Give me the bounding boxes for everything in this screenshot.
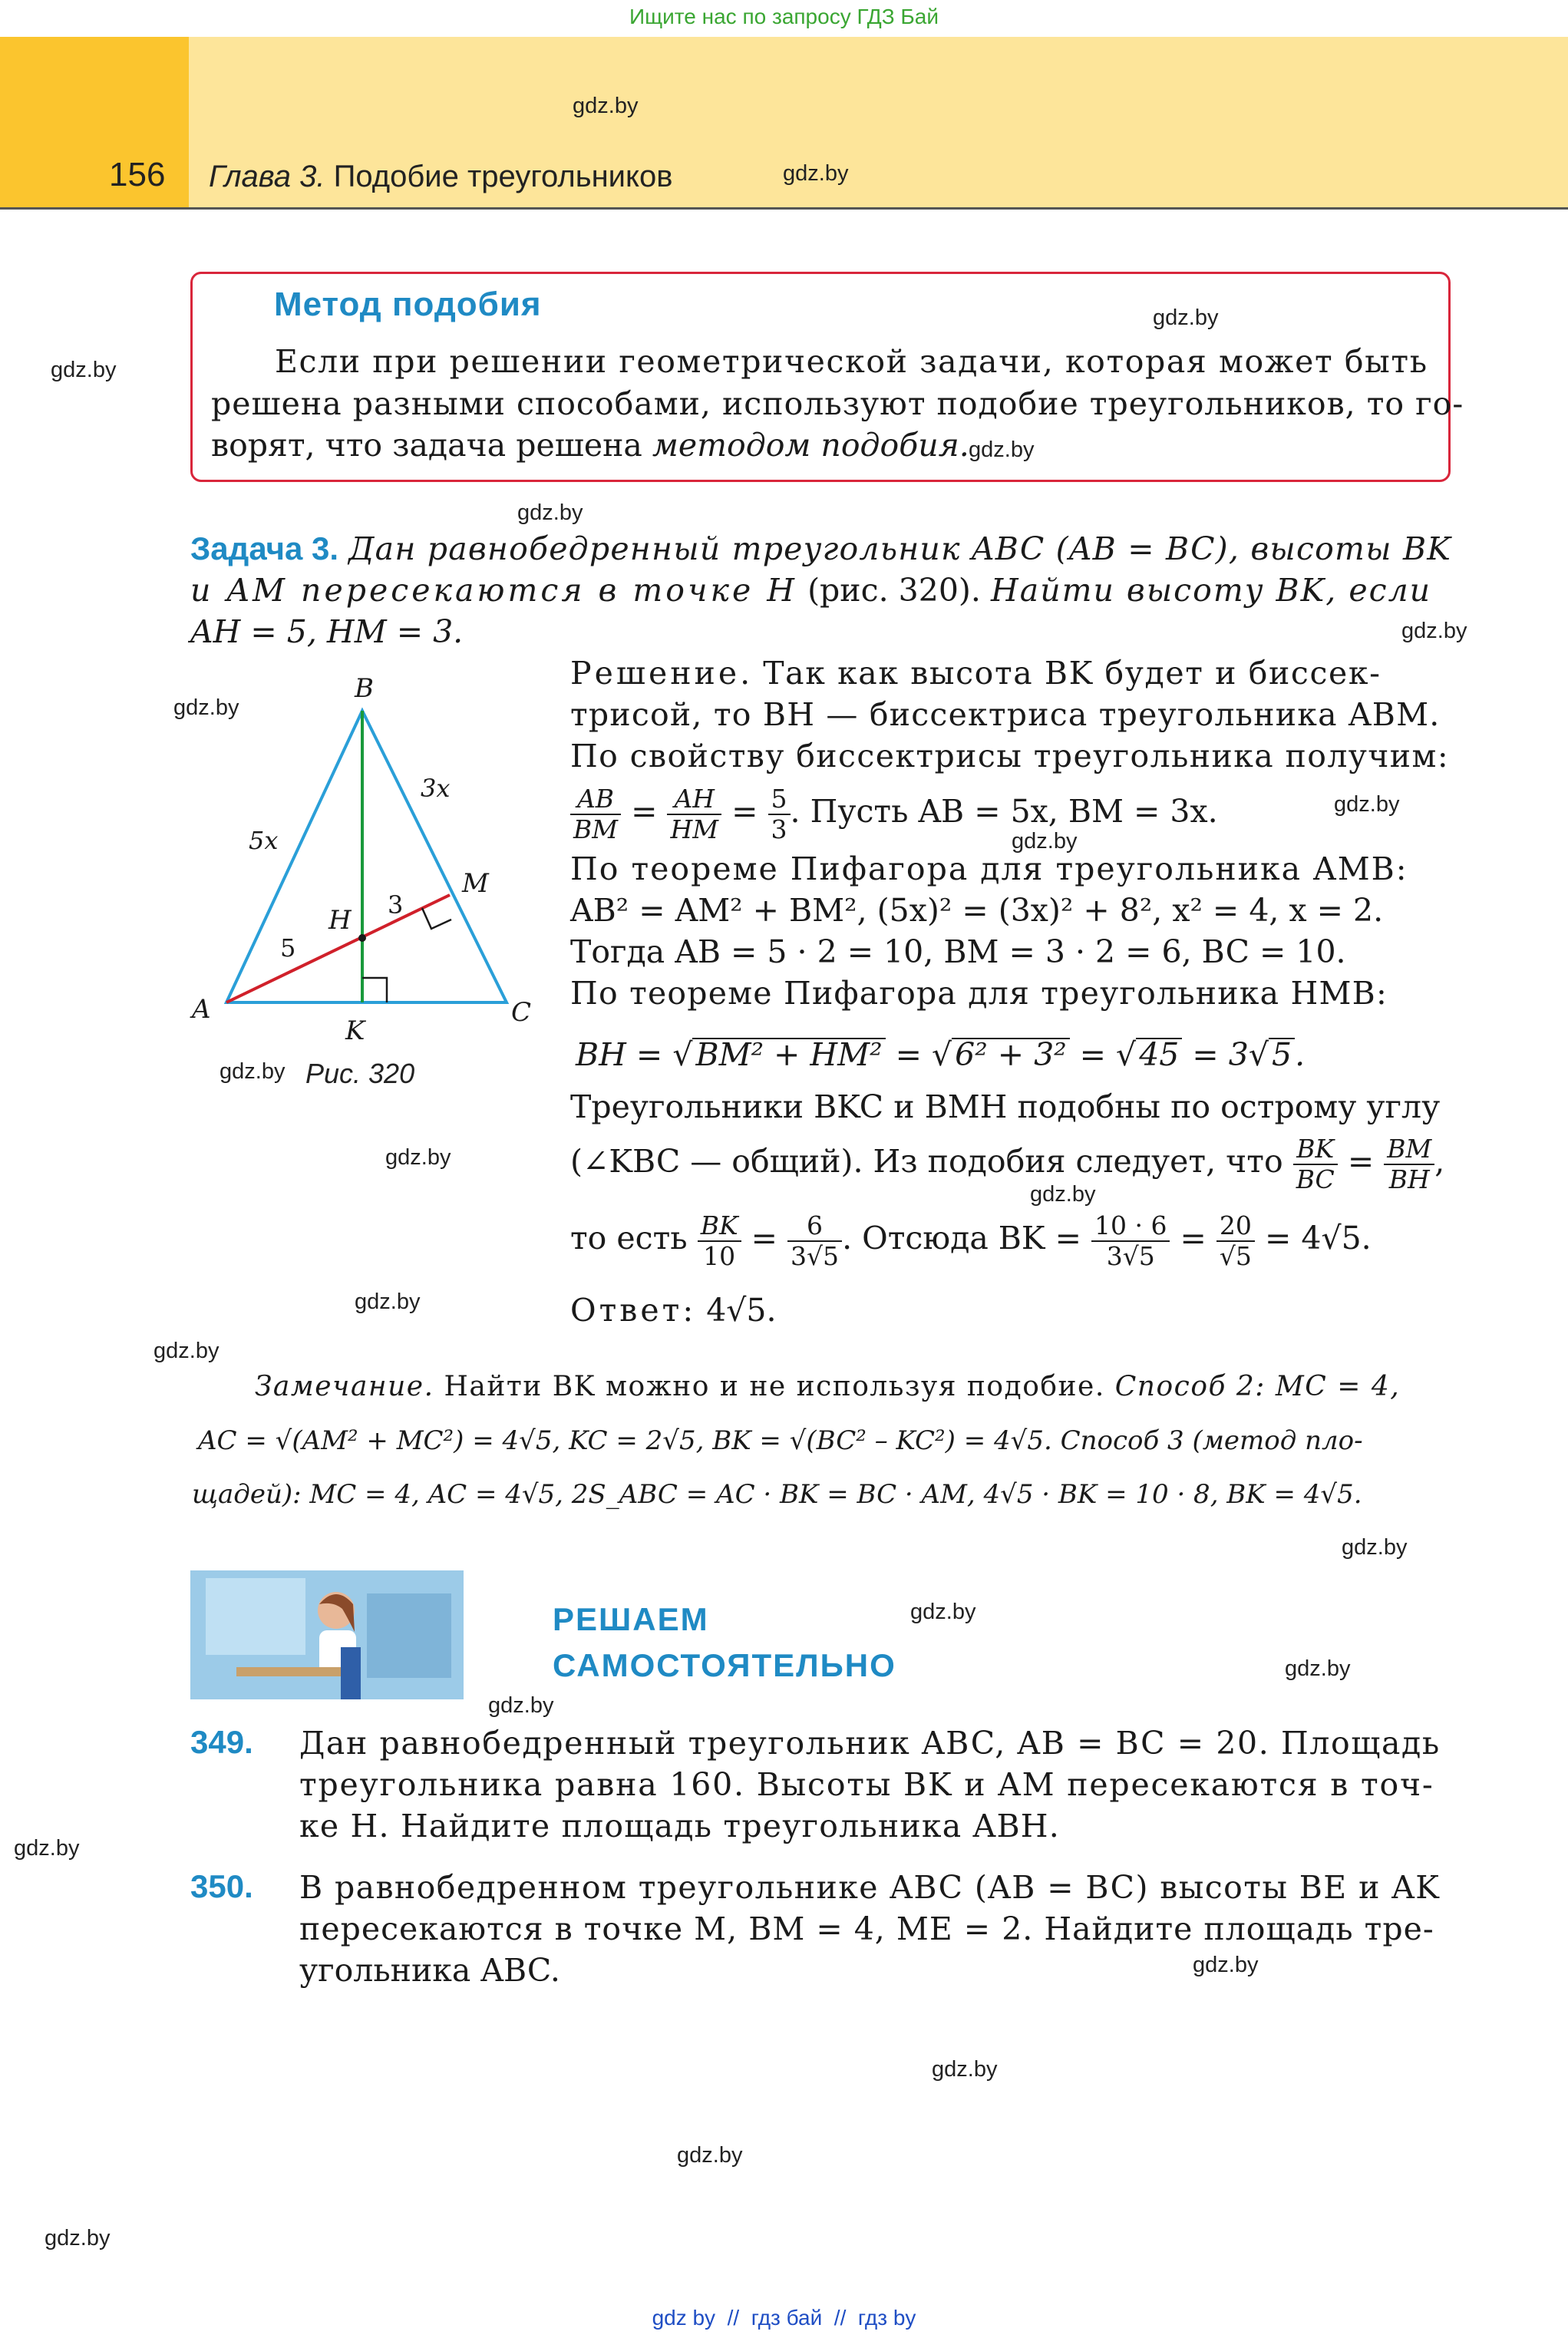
fraction-ah-hm: $\frac{AH}{HM}$ [667, 784, 721, 844]
solution-line-2: трисой, то BH — биссектриса треугольника ABM. [570, 696, 1441, 733]
solution-line-1 [570, 652, 1381, 694]
chapter-title: Подобие треугольников [333, 160, 673, 193]
point-h [358, 934, 366, 942]
answer-line [570, 1290, 777, 1331]
solution-line-6: AB² = AM² + BM², (5x)² = (3x)² + 8², x² = 4, x = 2. [570, 892, 1384, 929]
label-ab: 5x [249, 826, 279, 855]
task-text-2a: и AM пересекаются в точке H [190, 572, 798, 609]
watermark: gdz.by [1193, 1953, 1259, 1977]
remark-label: Замечание. [255, 1371, 434, 1402]
watermark: gdz.by [969, 438, 1035, 462]
task-label: Задача 3. [190, 530, 339, 566]
sqrt-5: 5 [1269, 1038, 1295, 1070]
watermark: gdz.by [220, 1059, 286, 1084]
watermark: gdz.by [355, 1290, 421, 1314]
watermark: gdz.by [783, 161, 849, 186]
figure-caption: Рис. 320 [305, 1058, 415, 1089]
right-angle-k [362, 978, 387, 1002]
chapter-heading [209, 160, 672, 194]
watermark: gdz.by [385, 1145, 451, 1170]
exercise-350-line-2: пересекаются в точке M, BM = 4, ME = 2. Найдите площадь тре- [299, 1910, 1434, 1947]
remark-line-2 [198, 1420, 1363, 1461]
answer-label: Ответ: [570, 1292, 697, 1329]
page-number: 156 [109, 156, 166, 193]
watermark: gdz.by [1012, 829, 1078, 854]
chapter-label: Глава 3. [209, 160, 325, 193]
solution-line-5: По теореме Пифагора для треугольника AMB: [570, 850, 1408, 887]
method-line-3 [211, 424, 969, 466]
header-divider [0, 207, 1568, 210]
exercise-350-line-3: угольника ABC. [299, 1952, 560, 1989]
method-line-1: Если при решении геометрической задачи, которая может быть [275, 343, 1428, 380]
remark-text-1: Найти BK можно и не используя подобие. [444, 1371, 1105, 1402]
method-line-3-text: ворят, что задача решена [211, 427, 642, 464]
label-c: C [511, 997, 532, 1028]
label-ah: 5 [280, 933, 296, 963]
solution-text-12a: то есть [570, 1220, 688, 1257]
triangle-abc [226, 711, 507, 1002]
exercise-349-line-1: Дан равнобедренный треугольник ABC, AB = BC = 20. Площадь [299, 1725, 1441, 1762]
fraction-5-3: $\frac{5}{3}$ [768, 784, 791, 844]
remark-way-3: Способ 3 (метод пло- [1060, 1425, 1363, 1456]
watermark: gdz.by [488, 1693, 554, 1718]
solution-line-8: По теореме Пифагора для треугольника HMB: [570, 975, 1388, 1012]
solution-line-4: $\frac{AB}{BM}$ = $\frac{AH}{HM}$ = $\frac{5}{3}$ . Пусть AB = 5x, BM = 3x. [570, 777, 1218, 846]
method-line-2: решена разными способами, используют подобие треугольников, то го- [211, 385, 1464, 422]
remark-text-2: AC = √(AM² + MC²) = 4√5, KC = 2√5, BK = √(BC² – KC²) = 4√5. [198, 1425, 1052, 1456]
section-title-1: РЕШАЕМ [553, 1601, 709, 1637]
label-b: B [355, 673, 374, 704]
watermark: gdz.by [910, 1600, 976, 1624]
solution-line-10: Треугольники BKC и BMH подобны по острому углу [570, 1088, 1441, 1125]
solution-line-12: то есть $\frac{BK}{10}$ = $\frac{6}{3√5}$ . Отсюда BK = $\frac{10 \cdot 6}{3√5}$ = $\frac{20}{√5}$ = 4√5. [570, 1210, 1372, 1271]
task-line-2 [190, 570, 1431, 611]
exercise-349-line-3: ке H. Найдите площадь треугольника ABH. [299, 1808, 1060, 1844]
label-bm: 3x [421, 774, 451, 803]
fraction-bk-10: $\frac{BK}{10}$ [698, 1211, 741, 1271]
watermark: gdz.by [573, 94, 639, 118]
answer-value: 4√5. [706, 1292, 777, 1329]
label-k: K [345, 1015, 365, 1046]
label-h: H [328, 905, 352, 936]
section-title-2: САМОСТОЯТЕЛЬНО [553, 1647, 896, 1683]
watermark: gdz.by [1285, 1656, 1351, 1681]
section-illustration [190, 1570, 464, 1699]
solution-line-3: По свойству биссектрисы треугольника получим: [570, 738, 1450, 774]
watermark: gdz.by [932, 2057, 998, 2082]
watermark: gdz.by [173, 695, 239, 720]
sqrt-bm-hm: BM² + HM² [692, 1038, 885, 1070]
solution-text-4: . Пусть AB = 5x, BM = 3x. [790, 793, 1218, 830]
exercise-349-line-2: треугольника равна 160. Высоты BK и AM пересекаются в точ- [299, 1766, 1434, 1803]
solution-text-1: Так как высота BK будет и биссек- [763, 655, 1381, 692]
method-title: Метод подобия [274, 286, 542, 323]
sqrt-6-3: 6² + 3² [952, 1038, 1069, 1070]
label-m: M [462, 868, 489, 899]
task-line-3: AH = 5, HM = 3. [190, 613, 464, 650]
task-text-2b: (рис. 320). [807, 572, 981, 609]
watermark: gdz.by [1030, 1182, 1096, 1207]
method-term: методом подобия. [652, 427, 969, 464]
remark-line-1 [255, 1366, 1400, 1408]
watermark: gdz.by [517, 500, 583, 525]
fraction-20-r5: $\frac{20}{√5}$ [1216, 1211, 1255, 1271]
fraction-bm-bh: $\frac{BM}{BH}$ [1384, 1134, 1434, 1194]
label-hm: 3 [388, 890, 404, 920]
right-angle-m [422, 908, 451, 929]
footer-links[interactable]: gdz by // гдз бай // гдз by [652, 2306, 916, 2330]
solution-line-7: Тогда AB = 5 · 2 = 10, BM = 3 · 2 = 6, BC = 10. [570, 933, 1346, 970]
top-banner: Ищите нас по запросу ГДЗ Бай [629, 5, 939, 28]
watermark: gdz.by [51, 358, 117, 382]
watermark: gdz.by [1334, 792, 1400, 817]
solution-text-12-end: = 4√5. [1264, 1220, 1372, 1257]
watermark: gdz.by [14, 1836, 80, 1861]
watermark: gdz.by [1401, 619, 1467, 643]
exercise-349-number: 349. [190, 1724, 253, 1760]
fraction-ab-bm: $\frac{AB}{BM}$ [570, 784, 621, 844]
watermark: gdz.by [1153, 305, 1219, 330]
task-text-2c: Найти высоту BK, если [991, 572, 1432, 609]
fraction-6-3r5: $\frac{6}{3√5}$ [787, 1211, 842, 1271]
solution-line-9: BH = √BM² + HM² = √6² + 3² = √45 = 3√5. [576, 1036, 1306, 1073]
solution-label: Решение. [570, 655, 754, 692]
exercise-350-line-1: В равнобедренном треугольнике ABC (AB = BC) высоты BE и AK [299, 1869, 1441, 1906]
exercise-350-number: 350. [190, 1868, 253, 1904]
task-line-1 [190, 528, 1451, 570]
fraction-bk-bc: $\frac{BK}{BC}$ [1293, 1134, 1338, 1194]
remark-line-3 [192, 1474, 1362, 1515]
watermark: gdz.by [153, 1339, 220, 1363]
fraction-60-3r5: $\frac{10 \cdot 6}{3√5}$ [1091, 1211, 1170, 1271]
solution-text-11: (∠KBC — общий). Из подобия следует, что [570, 1143, 1283, 1180]
sqrt-45: 45 [1136, 1038, 1182, 1070]
watermark: gdz.by [1342, 1535, 1408, 1560]
label-a: A [192, 994, 211, 1025]
watermark: gdz.by [677, 2143, 743, 2168]
remark-way-2: Способ 2: MC = 4, [1114, 1371, 1401, 1402]
remark-text-3a: щадей): [192, 1479, 302, 1510]
solution-line-11: (∠KBC — общий). Из подобия следует, что $\frac{BK}{BC}$ = $\frac{BM}{BH}$ , [570, 1133, 1445, 1194]
solution-text-12b: . Отсюда BK = [842, 1220, 1081, 1257]
task-text-1: Дан равнобедренный треугольник ABC (AB = BC), высоты BK [348, 530, 1452, 567]
watermark: gdz.by [45, 2226, 111, 2250]
remark-text-3b: MC = 4, AC = 4√5, 2S_ABC = AC · BK = BC · AM, 4√5 · BK = 10 · 8, BK = 4√5. [309, 1479, 1362, 1510]
